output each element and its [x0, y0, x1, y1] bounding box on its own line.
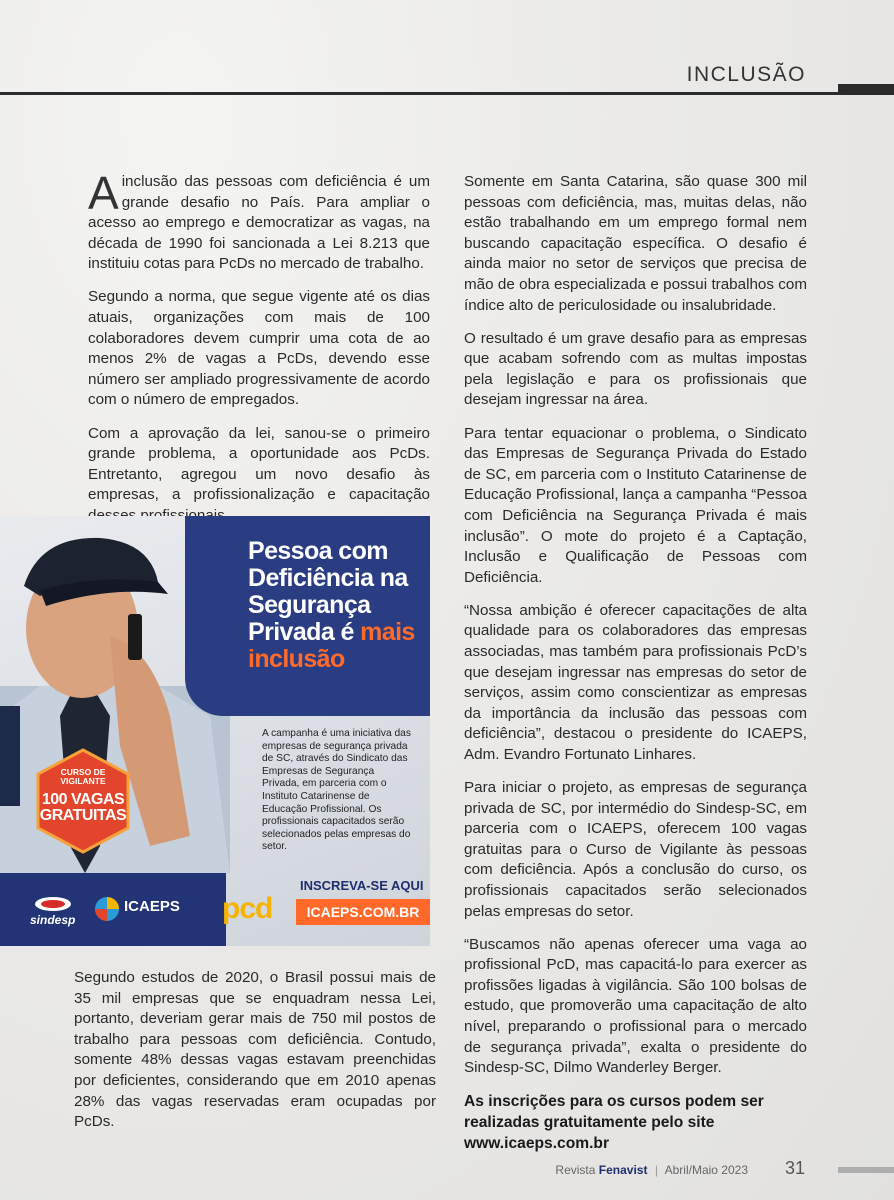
article-column-left [88, 167, 430, 539]
ad-body-text: A campanha é uma iniciativa das empresas de segurança privada de SC, através do Sindicato das Empresas de Segurança Privada, em parceria com o Instituto Catarinense de Educação Profissional. Os profissionais capacitados serão selecionados pelas empresas do setor. [262, 728, 411, 853]
paragraph-project-start: Para iniciar o projeto, as empresas de segurança privada de SC, por intermédio do Sindesp-SC, em parceria com o ICAEPS, oferecem 100 vagas gratuitas para o Curso de Vigilante às pessoas com deficiência. Após a conclusão do curso, os profissionais capacitados serão selecionados pelas empresas do setor. [464, 779, 807, 920]
paragraph-norm: Segundo a norma, que segue vigente até os dias atuais, organizações com mais de 100 colaboradores devem cumprir uma cota de ao menos 2% de vagas a PcDs, devendo esse número ser ampliado progressivamente de acordo com o número de empregados. [88, 288, 430, 409]
icaeps-logo-mark [94, 896, 120, 922]
ad-cta-label: INSCREVA-SE AQUI [300, 878, 424, 893]
paragraph-intro-text: inclusão das pessoas com deficiência é um grande desafio no País. Para ampliar o acesso ao emprego e democratizar as vagas, na década de 1990 foi sancionada a Lei 8.213 que instituiu cotas para PcDs no mercado de trabalho. [88, 173, 430, 273]
paragraph-santa-catarina: Somente em Santa Catarina, são quase 300 mil pessoas com deficiência, mas, muitas delas, não estão trabalhando em um emprego formal nem buscando capacitação específica. O desafio é ainda maior no setor de serviços que precisa de mão de obra especializada e possui trabalhos com índice alto de periculosidade ou insalubridade. [464, 173, 807, 314]
dropcap: A [88, 167, 119, 219]
ad-headline [248, 538, 423, 673]
icaeps-logo-text: ICAEPS [124, 898, 180, 915]
footer-magazine-prefix: Revista [555, 1163, 596, 1177]
header-rule [0, 92, 838, 95]
pcd-logo: pcd [222, 892, 273, 925]
ad-url-button[interactable]: ICAEPS.COM.BR [296, 899, 430, 925]
footer-issue: Abril/Maio 2023 [664, 1163, 748, 1177]
paragraph-quote-icaeps: “Nossa ambição é oferecer capacitações de alta qualidade para os colaboradores das empresas associadas, mas também para profissionais PcD’s que desejam ingressar nas empresas do setor de serviços, assim como conscientizar as empresas da importância da inclusão das pessoas com deficiência”, destacou o presidente do ICAEPS, Adm. Evandro Fortunato Linhares. [464, 601, 807, 763]
badge-course-label: CURSO DE VIGILANTE [60, 767, 106, 786]
paragraph-statistics: Segundo estudos de 2020, o Brasil possui mais de 35 mil empresas que se enquadram nessa Lei, portanto, deveriam gerar mais de 750 mil postos de trabalho para pessoas com deficiência. Contudo, somente 48% dessas vagas estavam preenchidas por deficientes, considerando que em 2010 apenas 28% das vagas reservadas eram ocupadas por PcDs. [74, 969, 436, 1131]
ad-headline-highlight: mais inclusão [248, 618, 415, 673]
closing-note: As inscrições para os cursos podem ser realizadas gratuitamente pelo site www.icaeps.com.br [464, 1093, 764, 1153]
sindesp-logo-text: sindesp [30, 913, 76, 927]
icaeps-logo [94, 896, 194, 926]
footer-separator: | [654, 1163, 658, 1177]
ad-headline-main: Pessoa com Deficiência na Segurança Privada é [248, 537, 408, 646]
campaign-advertisement [0, 516, 430, 946]
article-column-right [464, 172, 807, 1167]
paragraph-intro [88, 167, 430, 275]
footer-magazine-name: Fenavist [598, 1163, 648, 1177]
paragraph-campaign: Para tentar equacionar o problema, o Sindicato das Empresas de Segurança Privada do Estado de SC, em parceria com o Instituto Catarinense de Educação Profissional, lança a campanha “Pessoa com Deficiência na Segurança Privada é mais inclusão”. O mote do projeto é a Captação, Inclusão e Qualificação de Pessoas com Deficiência. [464, 424, 807, 586]
paragraph-result: O resultado é um grave desafio para as empresas que acabam sofrendo com as multas impostas pela legislação e para os profissionais que desejam ingressar na área. [464, 329, 807, 409]
footer-bar [838, 1167, 894, 1173]
paragraph-quote-sindesp: “Buscamos não apenas oferecer uma vaga ao profissional PcD, mas capacitá-lo para exercer as profissões ligadas à vigilância. São 100 bolsas de estudo, que promoverão uma capacitação de alto nível, preparando o profissional para o mercado de segurança privada”, exalta o presidente do Sindesp-SC, Dilmo Wanderley Berger. [464, 935, 807, 1077]
page-number: 31 [785, 1158, 806, 1178]
header-rule-tab [838, 84, 894, 95]
paragraph-law-approval: Com a aprovação da lei, sanou-se o primeiro grande problema, a oportunidade aos PcDs. Entretanto, agregou um novo desafio às empresas, a profissionalização e capacitação [88, 424, 430, 504]
badge-vacancies-label: 100 VAGAS GRATUITAS [39, 791, 127, 824]
page-footer [555, 1163, 748, 1177]
section-title: INCLUSÃO [686, 63, 806, 86]
sindesp-logo [26, 892, 80, 930]
article-column-left-bottom [74, 968, 436, 1145]
